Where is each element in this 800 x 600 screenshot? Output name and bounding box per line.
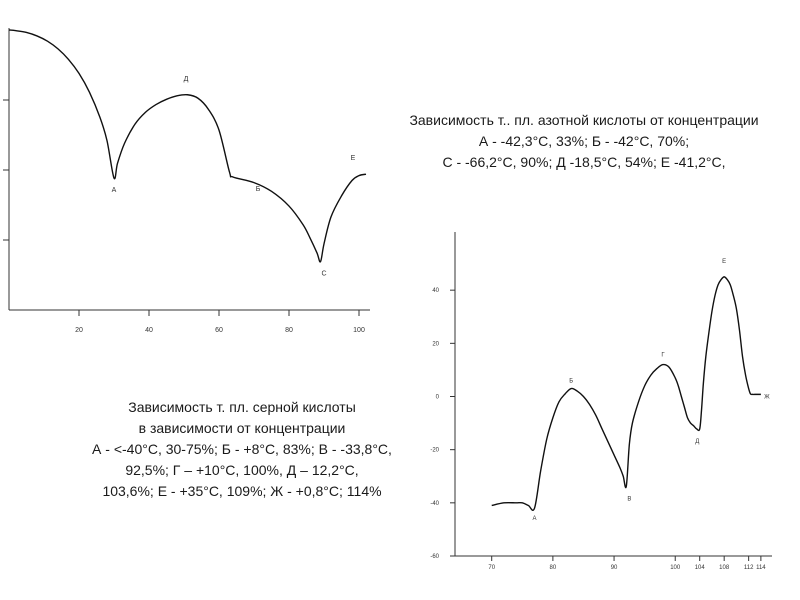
nitric-point-label: Д xyxy=(183,75,189,83)
nitric-x-tick-label: 60 xyxy=(215,327,223,334)
nitric-point-label: А xyxy=(111,187,117,195)
sulfuric-point-label: Б xyxy=(569,378,574,385)
nitric-point-label: Б xyxy=(255,186,261,193)
sulfuric-x-tick-label: 100 xyxy=(670,565,681,571)
nitric-caption-title: Зависимость т.. пл. азотной кислоты от концентрации xyxy=(409,112,759,128)
nitric-point-label: Е xyxy=(350,155,356,163)
sulfuric-point-label: Г xyxy=(661,352,665,359)
sulfuric-x-tick-label: 70 xyxy=(488,565,496,571)
sulfuric-caption-title: Зависимость т. пл. серной кислоты xyxy=(128,399,356,415)
sulfuric-x-tick-label: 114 xyxy=(756,565,766,571)
sulfuric-y-tick-label: 0 xyxy=(435,394,439,401)
sulfuric-point-label: Ж xyxy=(764,394,770,401)
nitric-caption-line-2: С - -66,2°С, 90%; Д -18,5°С, 54%; Е -41,2°С, xyxy=(442,154,726,170)
sulfuric-caption-subtitle: в зависимости от концентрации xyxy=(138,420,346,436)
nitric-x-tick-label: 40 xyxy=(145,327,153,334)
sulfuric-point-label: Е xyxy=(722,258,727,265)
nitric-series-line xyxy=(9,30,366,262)
sulfuric-caption-line-3: 103,6%; Е - +35°С, 109%; Ж - +0,8°С; 114% xyxy=(102,483,382,499)
sulfuric-x-tick-label: 108 xyxy=(719,565,730,571)
sulfuric-x-tick-label: 112 xyxy=(743,565,754,571)
sulfuric-y-tick-label: 40 xyxy=(432,288,439,295)
nitric-x-tick-label: 80 xyxy=(285,327,293,334)
sulfuric-point-label: В xyxy=(627,496,632,503)
sulfuric-y-tick-label: 20 xyxy=(432,341,439,348)
nitric-x-tick-label: 20 xyxy=(75,327,83,334)
sulfuric-point-label: Д xyxy=(695,438,700,445)
nitric-acid-caption xyxy=(384,110,784,173)
sulfuric-y-tick-label: -60 xyxy=(430,554,439,560)
sulfuric-x-tick-label: 90 xyxy=(610,565,618,571)
nitric-x-tick-label: 100 xyxy=(353,327,365,334)
sulfuric-series-line xyxy=(492,277,761,510)
nitric-point-label: С xyxy=(321,270,327,278)
sulfuric-x-tick-label: 80 xyxy=(549,565,557,571)
sulfuric-caption-line-1: А - <-40°С, 30-75%; Б - +8°С, 83%; В - -33,8°С, xyxy=(92,441,392,457)
sulfuric-point-label: А xyxy=(532,516,537,523)
sulfuric-y-tick-label: -20 xyxy=(430,447,439,454)
sulfuric-caption-line-2: 92,5%; Г – +10°С, 100%, Д – 12,2°С, xyxy=(125,462,359,478)
sulfuric-x-tick-label: 104 xyxy=(694,565,705,571)
sulfuric-y-tick-label: -40 xyxy=(430,500,439,507)
sulfuric-acid-caption xyxy=(62,397,422,502)
nitric-caption-line-1: А - -42,3°С, 33%; Б - -42°С, 70%; xyxy=(478,133,690,149)
